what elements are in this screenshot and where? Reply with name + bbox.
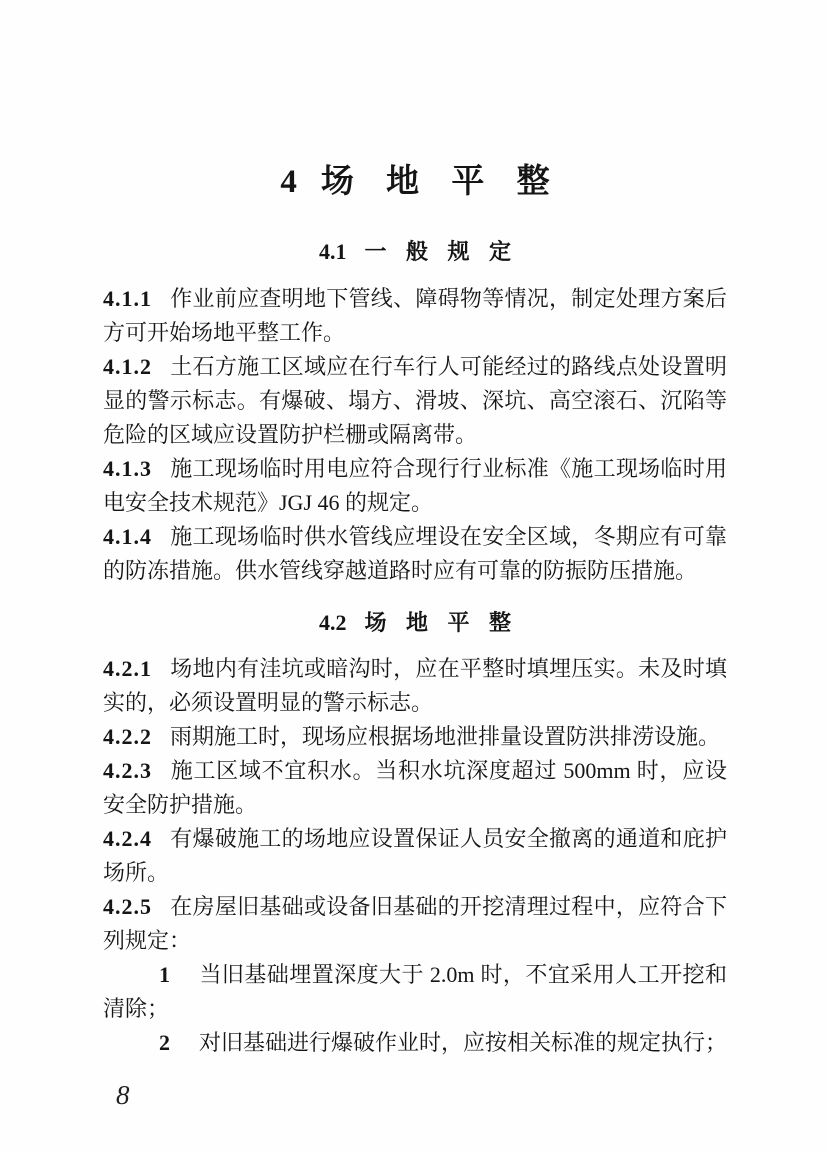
clause-number: 4.2.1 [103, 656, 152, 681]
clause-number: 4.2.3 [103, 758, 152, 783]
clause-4-2-2 [103, 720, 727, 754]
section-title-text: 场 地 平 整 [364, 610, 518, 635]
clause-4-1-2 [103, 350, 727, 452]
clause-number: 4.2.4 [103, 826, 152, 851]
chapter-title [103, 162, 727, 202]
subclause-text: 当旧基础埋置深度大于 2.0m 时，不宜采用人工开挖和清除； [103, 962, 727, 1021]
clause-number: 4.1.1 [103, 286, 152, 311]
clause-4-2-3 [103, 754, 727, 822]
section-heading-4-2 [103, 610, 727, 636]
clause-text: 施工现场临时用电应符合现行行业标准《施工现场临时用电安全技术规范》JGJ 46 的规定。 [103, 456, 727, 515]
clause-text: 有爆破施工的场地应设置保证人员安全撤离的通道和庇护场所。 [103, 826, 727, 885]
clause-4-1-3 [103, 452, 727, 520]
subclause-number: 2 [159, 1030, 171, 1055]
clause-text: 在房屋旧基础或设备旧基础的开挖清理过程中，应符合下列规定： [103, 894, 727, 953]
clause-text: 土石方施工区域应在行车行人可能经过的路线点处设置明显的警示标志。有爆破、塌方、滑坡、深坑、高空滚石、沉陷等危险的区域应设置防护栏栅或隔离带。 [103, 354, 727, 447]
clause-text: 作业前应查明地下管线、障碍物等情况，制定处理方案后方可开始场地平整工作。 [103, 286, 727, 345]
clause-4-2-5 [103, 890, 727, 958]
subclause-number: 1 [159, 962, 171, 987]
page-number: 8 [116, 1080, 130, 1110]
section-heading-4-1 [103, 239, 727, 265]
clause-4-1-4 [103, 520, 727, 588]
chapter-number: 4 [280, 164, 297, 200]
subclause-text: 对旧基础进行爆破作业时，应按相关标准的规定执行； [199, 1030, 728, 1055]
clause-4-2-4 [103, 822, 727, 890]
clause-text: 雨期施工时，现场应根据场地泄排量设置防洪排涝设施。 [170, 724, 721, 749]
clause-number: 4.1.3 [103, 456, 152, 481]
clause-4-2-1 [103, 652, 727, 720]
clause-number: 4.1.2 [103, 354, 152, 379]
subclause-4-2-5-2 [103, 1026, 727, 1060]
clause-number: 4.2.5 [103, 894, 152, 919]
section-title-text: 一 般 规 定 [364, 239, 518, 264]
text-column [103, 0, 727, 1060]
clause-number: 4.1.4 [103, 524, 152, 549]
chapter-title-text: 场 地 平 整 [320, 164, 562, 200]
section-number: 4.1 [318, 239, 347, 264]
clause-4-1-1 [103, 282, 727, 350]
clause-number: 4.2.2 [103, 724, 152, 749]
clause-text: 施工现场临时供水管线应埋设在安全区域，冬期应有可靠的防冻措施。供水管线穿越道路时应有可靠的防振防压措施。 [103, 524, 727, 583]
clause-text: 施工区域不宜积水。当积水坑深度超过 500mm 时，应设安全防护措施。 [103, 758, 727, 817]
clause-text: 场地内有洼坑或暗沟时，应在平整时填埋压实。未及时填实的，必须设置明显的警示标志。 [103, 656, 727, 715]
subclause-4-2-5-1 [103, 958, 727, 1026]
section-number: 4.2 [318, 610, 347, 635]
